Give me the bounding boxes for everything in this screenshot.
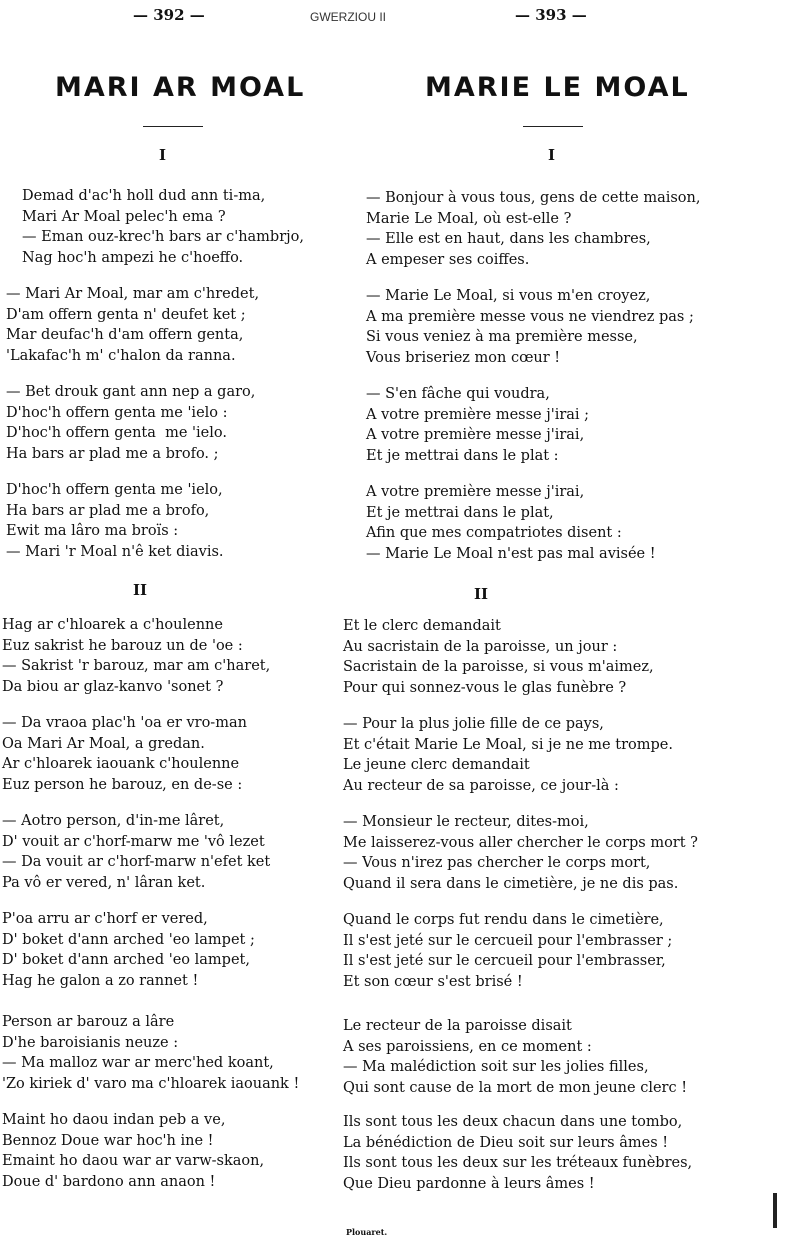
running-title: GWERZIOU II: [310, 10, 386, 24]
section-label-right-2: II: [474, 585, 489, 603]
stanza-left-2-6: Maint ho daou indan peb a ve, Bennoz Doue war hoc'h ine ! Emaint ho daou war ar varw-skaon, Doue d' bardono ann anaon !: [2, 1112, 265, 1190]
stanza-left-2-3: — Aotro person, d'in-me lâret, D' vouit ar c'horf-marw me 'vô lezet — Da vouit ar c'horf-marw n'efet ket Pa vô er vered, n' lâran ket.: [2, 813, 271, 891]
stanza-left-2-2: — Da vraoa plac'h 'oa er vro-man Oa Mari Ar Moal, a gredan. Ar c'hloarek iaouank c'houlenne Euz person he barouz, en de-se :: [2, 715, 247, 793]
stanza-left-2-5: Person ar barouz a lâre D'he baroisianis neuze : — Ma malloz war ar merc'hed koant, 'Zo kiriek d' varo ma c'hloarek iaouank !: [2, 1014, 300, 1092]
french-title: MARIE LE MOAL: [425, 72, 690, 103]
section-label-left-1: I: [159, 146, 167, 164]
stanza-right-1-2: — Marie Le Moal, si vous m'en croyez, A ma première messe vous ne viendrez pas ; Si vous veniez à ma première messe, Vous briseriez mon cœur !: [366, 288, 694, 366]
section-label-left-2: II: [133, 581, 148, 599]
stanza-right-2-2: — Pour la plus jolie fille de ce pays, Et c'était Marie Le Moal, si je ne me trompe. Le jeune clerc demandait Au recteur de sa paroisse, ce jour-là :: [343, 716, 673, 794]
left-page-number: — 392 —: [133, 6, 205, 24]
stanza-right-2-5: Le recteur de la paroisse disait A ses paroissiens, en ce moment : — Ma malédiction soit sur les jolies filles, Qui sont cause de la mort de mon jeune clerc !: [343, 1018, 688, 1096]
right-page-number: — 393 —: [515, 6, 587, 24]
title-rule-left: [143, 126, 203, 127]
stanza-right-2-6: Ils sont tous les deux chacun dans une tombo, La bénédiction de Dieu soit sur leurs âmes ! Ils sont tous les deux sur les tréteaux funèbres, Que Dieu pardonne à leurs âmes !: [343, 1114, 693, 1192]
stanza-right-2-4: Quand le corps fut rendu dans le cimetière, Il s'est jeté sur le cercueil pour l'embrasser ; Il s'est jeté sur le cercueil pour l'embrasser, Et son cœur s'est brisé !: [343, 912, 673, 990]
page-edge-mark: [773, 1193, 777, 1228]
stanza-left-2-4: P'oa arru ar c'horf er vered, D' boket d'ann arched 'eo lampet ; D' boket d'ann arched 'eo lampet, Hag he galon a zo rannet !: [2, 911, 255, 989]
stanza-right-1-4: A votre première messe j'irai, Et je mettrai dans le plat, Afin que mes compatriotes disent : — Marie Le Moal n'est pas mal avisée !: [366, 484, 656, 562]
stanza-left-2-1: Hag ar c'hloarek a c'houlenne Euz sakrist he barouz un de 'oe : — Sakrist 'r barouz, mar am c'haret, Da biou ar glaz-kanvo 'sonet ?: [2, 617, 271, 695]
stanza-right-2-1: Et le clerc demandait Au sacristain de la paroisse, un jour : Sacristain de la paroisse, si vous m'aimez, Pour qui sonnez-vous le glas funèbre ?: [343, 618, 654, 696]
breton-title: MARI AR MOAL: [55, 72, 306, 103]
stanza-left-1-1: Demad d'ac'h holl dud ann ti-ma, Mari Ar Moal pelec'h ema ? — Eman ouz-krec'h bars ar c'hambrjo, Nag hoc'h ampezi he c'hoeffo.: [22, 188, 304, 266]
title-rule-right: [523, 126, 583, 127]
footer-signature: Plouaret.: [346, 1227, 388, 1237]
stanza-left-1-2: — Mari Ar Moal, mar am c'hredet, D'am offern genta n' deufet ket ; Mar deufac'h d'am offern genta, 'Lakafac'h m' c'halon da ranna.: [6, 286, 260, 364]
stanza-left-1-3: — Bet drouk gant ann nep a garo, D'hoc'h offern genta me 'ielo : D'hoc'h offern genta me 'ielo. Ha bars ar plad me a brofo. ;: [6, 384, 256, 462]
stanza-left-1-4: D'hoc'h offern genta me 'ielo, Ha bars ar plad me a brofo, Ewit ma lâro ma broïs : — Mari 'r Moal n'ê ket diavis.: [6, 482, 224, 560]
stanza-right-1-1: — Bonjour à vous tous, gens de cette maison, Marie Le Moal, où est-elle ? — Elle est en haut, dans les chambres, A empeser ses coiffes.: [366, 190, 701, 268]
section-label-right-1: I: [548, 146, 556, 164]
stanza-right-1-3: — S'en fâche qui voudra, A votre première messe j'irai ; A votre première messe j'irai, Et je mettrai dans le plat :: [366, 386, 590, 464]
stanza-right-2-3: — Monsieur le recteur, dites-moi, Me laisserez-vous aller chercher le corps mort ? — Vous n'irez pas chercher le corps mort, Quand il sera dans le cimetière, je ne dis pas.: [343, 814, 698, 892]
